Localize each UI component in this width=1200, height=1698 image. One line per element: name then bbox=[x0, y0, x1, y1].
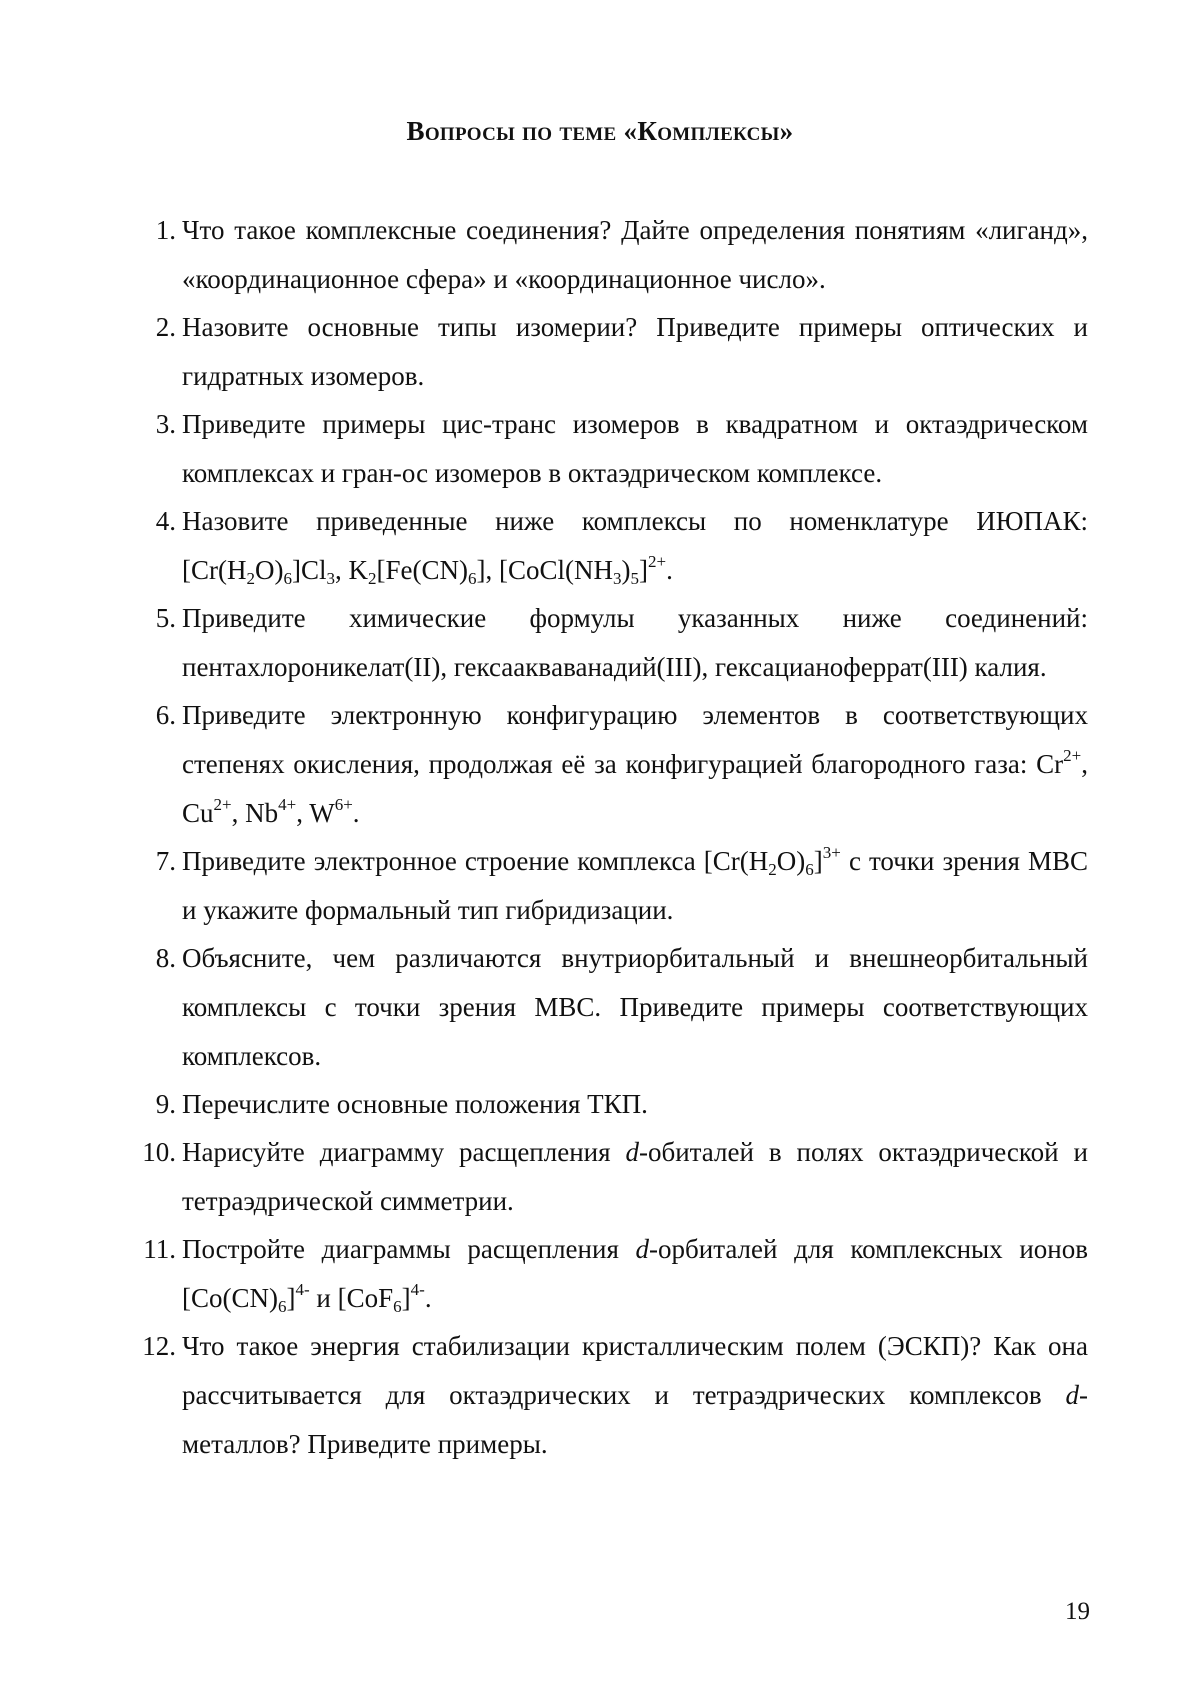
superscript: 4+ bbox=[278, 795, 297, 814]
question-item bbox=[138, 400, 1088, 498]
question-text bbox=[182, 700, 1088, 828]
text-run: -металлов? Приведите примеры. bbox=[182, 1380, 1088, 1459]
question-number: 9. bbox=[155, 1089, 176, 1119]
question-item bbox=[138, 837, 1088, 935]
text-run: . bbox=[666, 555, 673, 585]
text-run: Что такое энергия стабилизации кристаллическим полем (ЭСКП)? Как она рассчитывается для октаэдрических и тетраэдрических комплексов bbox=[182, 1331, 1088, 1410]
superscript: 3+ bbox=[822, 843, 841, 862]
question-text bbox=[182, 1089, 648, 1119]
question-text bbox=[182, 1331, 1088, 1459]
text-run: Объясните, чем различаются внутриорбитальный и внешнеорбитальный комплексы с точки зрения МВС. Приведите примеры соответствующих комплексов. bbox=[182, 943, 1088, 1071]
text-run: ]Cl bbox=[291, 555, 327, 585]
question-item bbox=[138, 594, 1088, 692]
page-title: Вопросы по теме «Комплексы» bbox=[406, 116, 794, 146]
question-text bbox=[182, 603, 1088, 682]
question-number: 1. bbox=[155, 215, 176, 245]
text-run: Перечислите основные положения ТКП. bbox=[182, 1089, 648, 1119]
text-run: и [CoF bbox=[309, 1283, 394, 1313]
question-number: 4. bbox=[155, 506, 176, 536]
subscript: 2 bbox=[368, 569, 377, 588]
question-item bbox=[138, 1080, 1088, 1129]
text-run: -орбиталей для комплексных ионов [Co(CN) bbox=[182, 1234, 1088, 1313]
subscript: 6 bbox=[467, 569, 477, 588]
question-item bbox=[138, 1225, 1088, 1323]
text-run: . bbox=[424, 1283, 432, 1313]
text-run: , K bbox=[335, 555, 368, 585]
text-run: -обиталей в полях октаэдрической и тетраэдрической симметрии. bbox=[182, 1137, 1088, 1216]
text-run: ], [CoCl(NH bbox=[476, 555, 613, 585]
question-text bbox=[182, 1137, 1088, 1216]
subscript: 6 bbox=[805, 860, 814, 879]
superscript: 2+ bbox=[213, 795, 232, 814]
question-item bbox=[138, 1322, 1088, 1469]
question-number: 11. bbox=[143, 1234, 176, 1264]
italic-text: d bbox=[625, 1137, 639, 1167]
subscript: 6 bbox=[283, 569, 292, 588]
superscript: 6+ bbox=[334, 795, 353, 814]
text-run: ] bbox=[638, 555, 648, 585]
text-run: , W bbox=[296, 798, 335, 828]
text-run: Приведите примеры цис-транс изомеров в квадратном и октаэдрическом комплексах и гран-ос изомеров в октаэдрическом комплексе. bbox=[182, 409, 1088, 488]
text-run: Нарисуйте диаграмму расщепления bbox=[182, 1137, 626, 1167]
question-number: 7. bbox=[155, 846, 176, 876]
text-run: Приведите химические формулы указанных ниже соединений: пентахлороникелат(II), гексааквaванадий(III), гексацианоферрат(III) калия. bbox=[182, 603, 1088, 682]
text-run: O) bbox=[254, 555, 284, 585]
text-run: ] bbox=[813, 846, 823, 876]
text-run: с точки зрения МВС и укажите формальный тип гибридизации. bbox=[182, 846, 1088, 925]
question-item bbox=[138, 691, 1088, 838]
text-run: Что такое комплексные соединения? Дайте определения понятиям «лиганд», «координационное сфера» и «координационное число». bbox=[182, 215, 1088, 294]
question-number: 6. bbox=[155, 700, 176, 730]
question-number: 5. bbox=[155, 603, 176, 633]
question-number: 10. bbox=[142, 1137, 176, 1167]
subscript: 6 bbox=[393, 1297, 402, 1316]
question-item bbox=[138, 497, 1088, 595]
text-run: [Fe(CN) bbox=[376, 555, 468, 585]
question-text bbox=[182, 312, 1088, 391]
text-run: ] bbox=[401, 1283, 411, 1313]
superscript: 2+ bbox=[1063, 746, 1082, 765]
subscript: 3 bbox=[326, 569, 335, 588]
question-text bbox=[182, 215, 1088, 294]
text-run: O) bbox=[776, 846, 806, 876]
text-run: Приведите электронное строение комплекса [Cr(H bbox=[182, 846, 769, 876]
text-run: Постройте диаграммы расщепления bbox=[182, 1234, 636, 1264]
text-run: Назовите приведенные ниже комплексы по номенклатуре ИЮПАК: [Cr(H bbox=[182, 506, 1088, 585]
text-run: . bbox=[352, 798, 360, 828]
question-item bbox=[138, 1128, 1088, 1226]
text-run: , Nb bbox=[231, 798, 279, 828]
text-run: Приведите электронную конфигурацию элементов в соответствующих степенях окисления, продолжая её за конфигурацией благородного газа: Cr bbox=[182, 700, 1088, 779]
text-run: Назовите основные типы изомерии? Приведите примеры оптических и гидратных изомеров. bbox=[182, 312, 1088, 391]
text-run: ] bbox=[286, 1283, 296, 1313]
subscript: 6 bbox=[278, 1297, 287, 1316]
question-text bbox=[182, 506, 1088, 588]
question-item bbox=[138, 934, 1088, 1081]
subscript: 2 bbox=[768, 860, 777, 879]
subscript: 5 bbox=[630, 569, 639, 588]
question-text bbox=[182, 943, 1088, 1071]
question-number: 12. bbox=[142, 1331, 176, 1361]
question-number: 2. bbox=[155, 312, 176, 342]
subscript: 3 bbox=[612, 569, 622, 588]
question-text bbox=[182, 1234, 1088, 1316]
italic-text: d bbox=[635, 1234, 650, 1264]
question-text bbox=[182, 409, 1088, 488]
superscript: 4- bbox=[295, 1280, 310, 1299]
text-run: ) bbox=[621, 555, 631, 585]
question-item bbox=[138, 303, 1088, 401]
italic-text: d bbox=[1065, 1380, 1079, 1410]
question-item bbox=[138, 206, 1088, 304]
question-text bbox=[182, 843, 1088, 925]
text-run: , Cu bbox=[182, 749, 1088, 828]
questions-list bbox=[138, 206, 1088, 1469]
page-number: 19 bbox=[1065, 1598, 1090, 1625]
subscript: 2 bbox=[246, 569, 255, 588]
superscript: 2+ bbox=[647, 552, 667, 571]
superscript: 4- bbox=[410, 1280, 425, 1299]
question-number: 8. bbox=[155, 943, 176, 973]
question-number: 3. bbox=[155, 409, 176, 439]
